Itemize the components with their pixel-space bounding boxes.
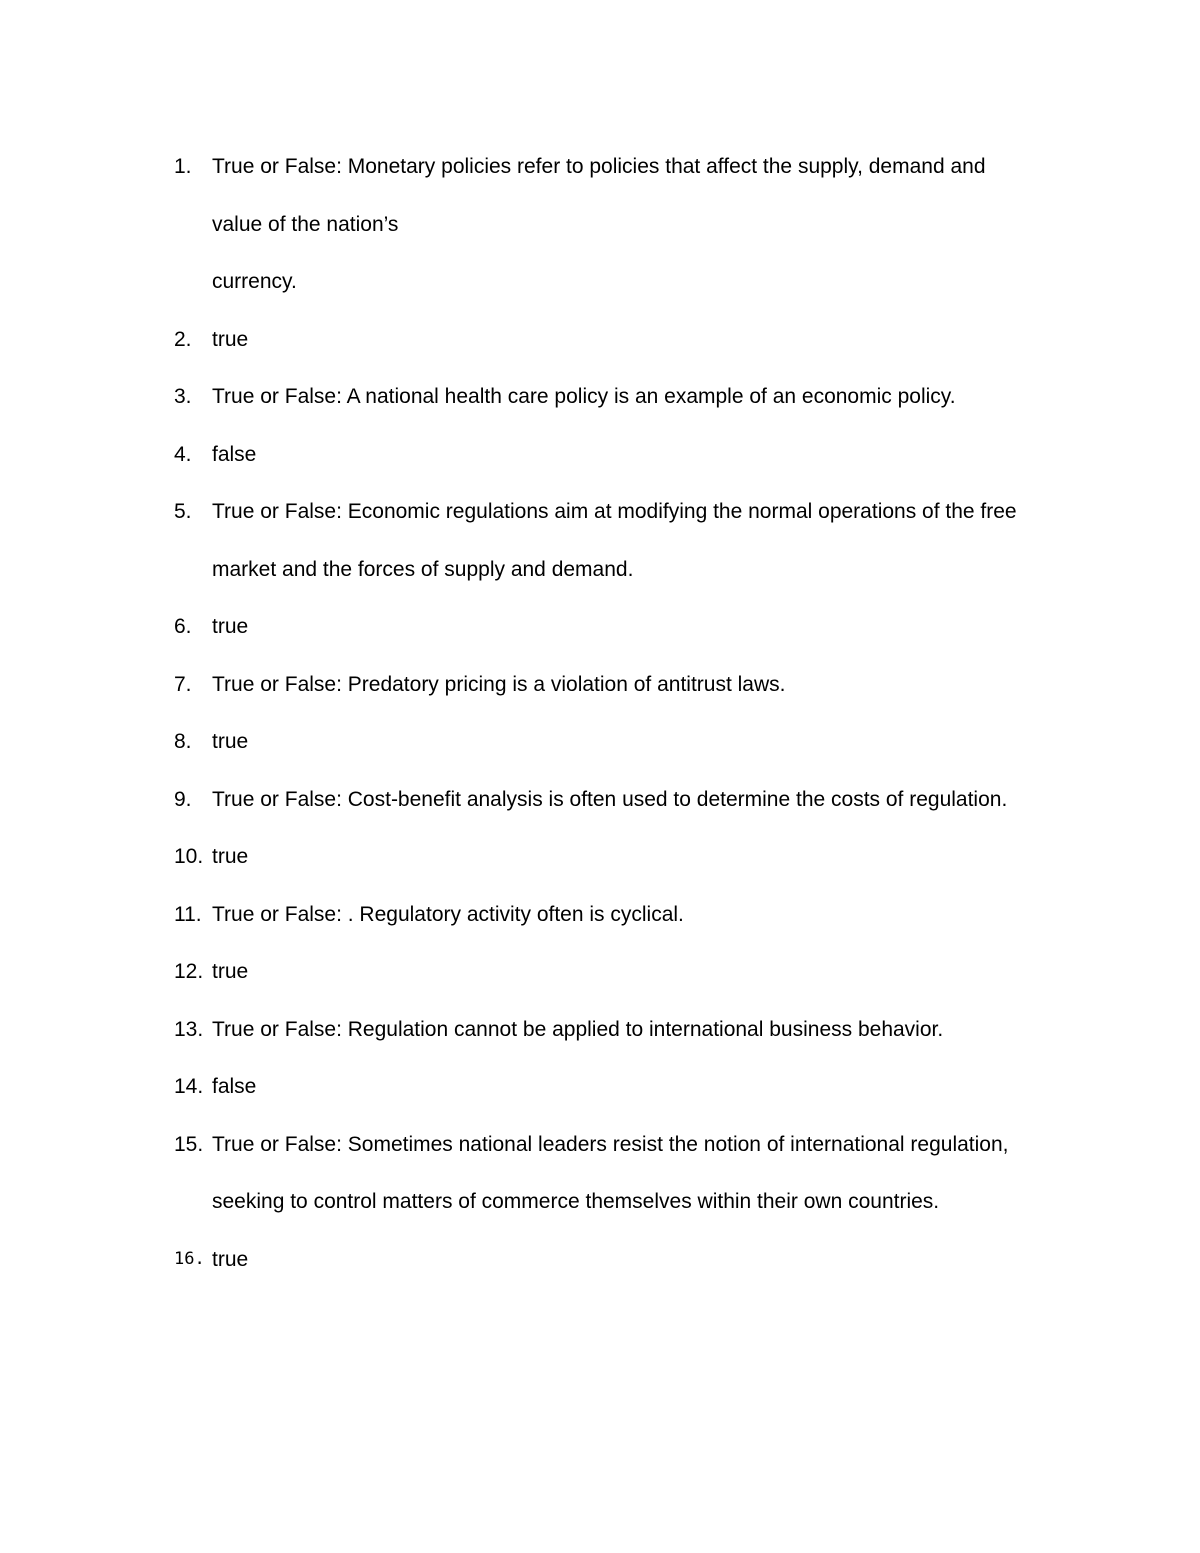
list-item	[174, 483, 1074, 598]
list-item	[174, 1058, 1074, 1116]
item-number: 3.	[174, 385, 192, 408]
item-number: 10.	[174, 845, 204, 868]
item-text: True or False: Predatory pricing is a violation of antitrust laws.	[212, 672, 786, 696]
item-number: 14.	[174, 1075, 204, 1098]
list-item	[174, 713, 1074, 771]
item-number: 7.	[174, 672, 192, 696]
item-text: value of the nation’s	[212, 212, 399, 236]
item-number: 9.	[174, 787, 192, 811]
item-text: currency.	[212, 270, 297, 293]
answer-text: true	[212, 960, 249, 983]
item-number: 11.	[174, 902, 202, 926]
item-text: True or False: Cost-benefit analysis is often used to determine the costs of regulation.	[212, 787, 1008, 811]
list-item	[174, 426, 1074, 484]
list-item	[174, 656, 1074, 714]
list-item	[174, 1231, 1074, 1289]
list-item	[174, 311, 1074, 369]
item-text: True or False: Sometimes national leaders resist the notion of international regulation,	[212, 1132, 1009, 1156]
answer-text: true	[212, 1247, 249, 1271]
list-item	[174, 598, 1074, 656]
item-text: seeking to control matters of commerce themselves within their own countries.	[212, 1190, 940, 1213]
item-number: 8.	[174, 730, 192, 753]
item-number: 12.	[174, 960, 204, 983]
item-text: True or False: . Regulatory activity often is cyclical.	[212, 902, 684, 926]
item-number: 15.	[174, 1132, 204, 1156]
item-text: True or False: A national health care policy is an example of an economic policy.	[212, 385, 956, 408]
list-item	[174, 138, 1074, 311]
answer-text: false	[212, 442, 257, 466]
list-item	[174, 886, 1074, 944]
item-text: True or False: Economic regulations aim at modifying the normal operations of the free	[212, 500, 1017, 523]
list-item	[174, 943, 1074, 1001]
list-item	[174, 771, 1074, 829]
item-text: market and the forces of supply and demand.	[212, 557, 634, 581]
question-answer-list	[174, 138, 1074, 1288]
item-number: 1.	[174, 155, 192, 178]
item-number: 13.	[174, 1017, 204, 1041]
list-item	[174, 1001, 1074, 1059]
item-number: 6.	[174, 615, 192, 638]
item-text: True or False: Regulation cannot be applied to international business behavior.	[212, 1017, 944, 1041]
list-item	[174, 1116, 1074, 1231]
answer-text: true	[212, 730, 249, 753]
item-number: 4.	[174, 442, 192, 466]
answer-text: true	[212, 845, 249, 868]
list-item	[174, 368, 1074, 426]
item-number: 5.	[174, 500, 192, 523]
item-number: 16.	[174, 1248, 205, 1269]
answer-text: false	[212, 1075, 257, 1098]
item-number: 2.	[174, 327, 192, 351]
answer-text: true	[212, 615, 249, 638]
list-item	[174, 828, 1074, 886]
answer-text: true	[212, 327, 249, 351]
item-text: True or False: Monetary policies refer to policies that affect the supply, demand and	[212, 155, 986, 178]
